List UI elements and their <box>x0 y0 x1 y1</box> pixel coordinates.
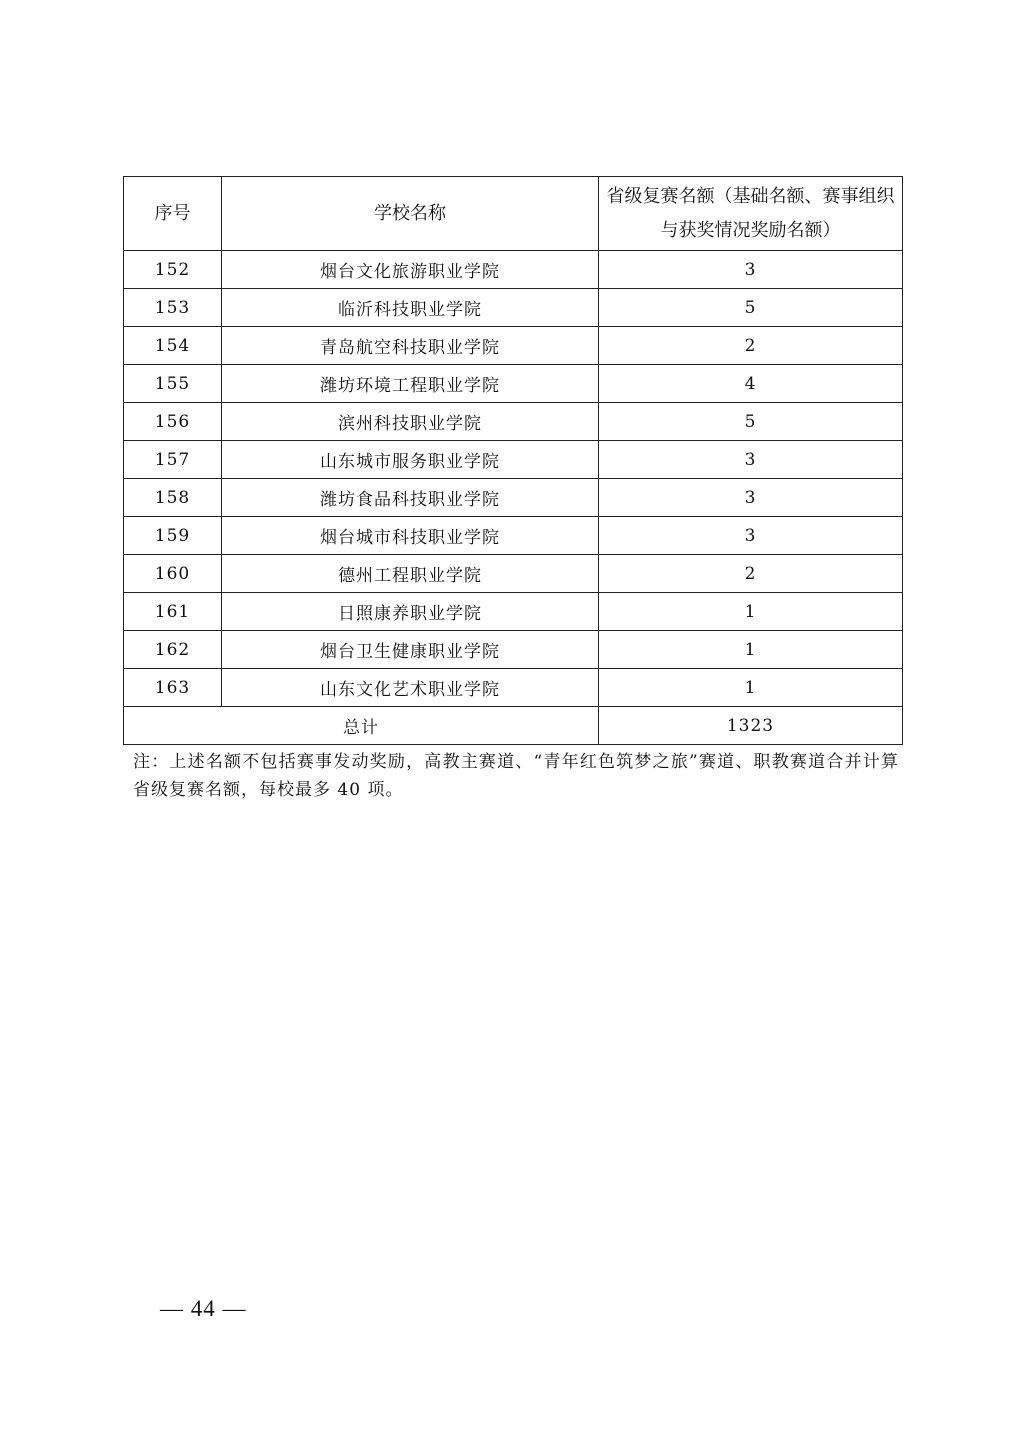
row-index: 155 <box>124 365 222 403</box>
row-index: 158 <box>124 479 222 517</box>
row-quota: 3 <box>599 479 903 517</box>
table-row <box>124 251 903 289</box>
row-quota: 5 <box>599 403 903 441</box>
row-school-name: 德州工程职业学院 <box>222 555 599 593</box>
table-row <box>124 517 903 555</box>
row-index: 163 <box>124 669 222 707</box>
table-row <box>124 479 903 517</box>
header-school: 学校名称 <box>222 177 599 251</box>
row-quota: 2 <box>599 555 903 593</box>
footnote: 注：上述名额不包括赛事发动奖励，高教主赛道、“青年红色筑梦之旅”赛道、职教赛道合并计算省级复赛名额，每校最多 40 项。 <box>133 752 899 800</box>
table-row <box>124 327 903 365</box>
row-index: 156 <box>124 403 222 441</box>
row-index: 157 <box>124 441 222 479</box>
header-index: 序号 <box>124 177 222 251</box>
row-index: 152 <box>124 251 222 289</box>
row-school-name: 山东城市服务职业学院 <box>222 441 599 479</box>
table-row <box>124 555 903 593</box>
row-school-name: 青岛航空科技职业学院 <box>222 327 599 365</box>
table-row <box>124 593 903 631</box>
total-value: 1323 <box>599 707 903 745</box>
row-school-name: 潍坊环境工程职业学院 <box>222 365 599 403</box>
row-quota: 1 <box>599 631 903 669</box>
row-quota: 2 <box>599 327 903 365</box>
row-school-name: 烟台城市科技职业学院 <box>222 517 599 555</box>
row-quota: 3 <box>599 441 903 479</box>
row-index: 161 <box>124 593 222 631</box>
row-school-name: 潍坊食品科技职业学院 <box>222 479 599 517</box>
table-row <box>124 289 903 327</box>
total-row <box>124 707 903 745</box>
row-index: 162 <box>124 631 222 669</box>
total-label: 总计 <box>124 707 599 745</box>
table-row <box>124 441 903 479</box>
row-school-name: 烟台文化旅游职业学院 <box>222 251 599 289</box>
row-school-name: 山东文化艺术职业学院 <box>222 669 599 707</box>
row-quota: 1 <box>599 593 903 631</box>
header-quota: 省级复赛名额（基础名额、赛事组织与获奖情况奖励名额） <box>599 177 903 251</box>
row-school-name: 日照康养职业学院 <box>222 593 599 631</box>
table-row <box>124 365 903 403</box>
table-row <box>124 403 903 441</box>
row-school-name: 烟台卫生健康职业学院 <box>222 631 599 669</box>
table-row <box>124 669 903 707</box>
table-row <box>124 631 903 669</box>
row-school-name: 滨州科技职业学院 <box>222 403 599 441</box>
row-quota: 3 <box>599 251 903 289</box>
row-quota: 5 <box>599 289 903 327</box>
row-school-name: 临沂科技职业学院 <box>222 289 599 327</box>
page-number: — 44 — <box>160 1296 247 1321</box>
row-index: 154 <box>124 327 222 365</box>
quota-table <box>123 176 903 745</box>
table-body <box>124 251 903 707</box>
table-header-row <box>124 177 903 251</box>
row-index: 153 <box>124 289 222 327</box>
row-index: 159 <box>124 517 222 555</box>
row-quota: 3 <box>599 517 903 555</box>
row-quota: 4 <box>599 365 903 403</box>
row-quota: 1 <box>599 669 903 707</box>
row-index: 160 <box>124 555 222 593</box>
